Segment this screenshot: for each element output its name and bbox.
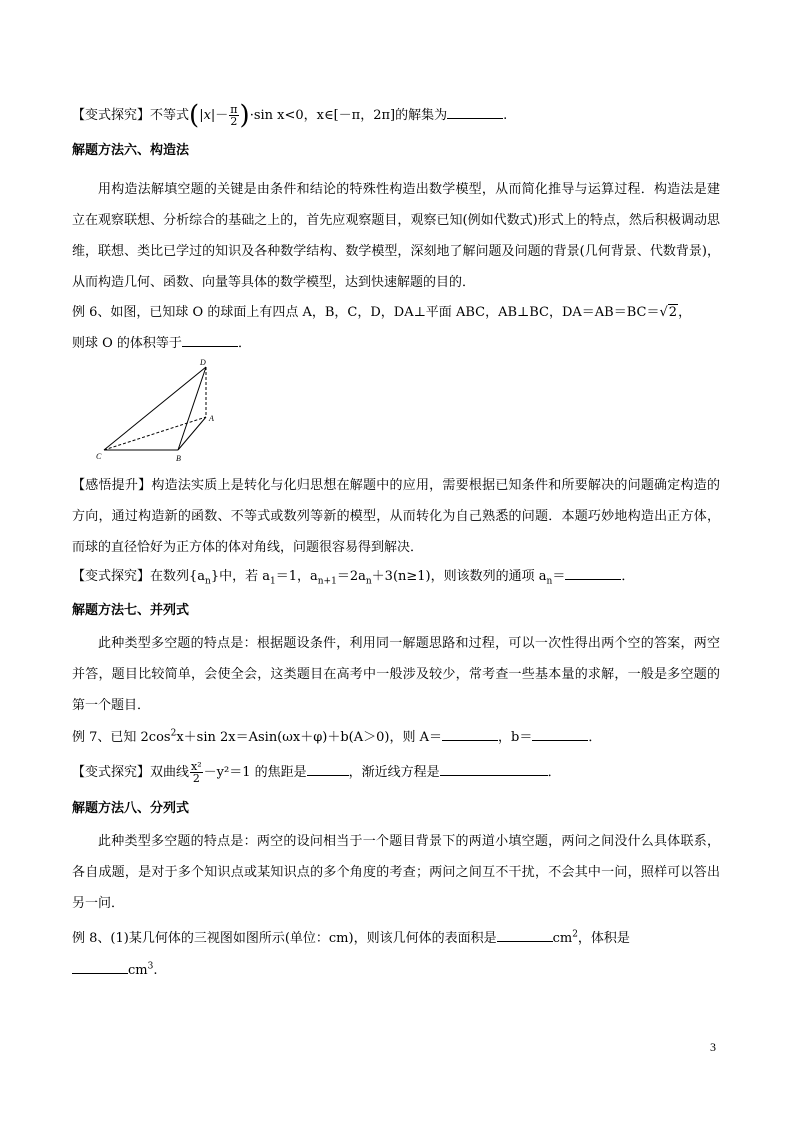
method-6-body: 用构造法解填空题的关键是由条件和结论的特殊性构造出数学模型，从而简化推导与运算过程．构造法是建立在观察联想、分析综合的基础之上的，首先应观察题目，观察已知(例如代数式)形式上的特点，然后积极调动思维，联想、类比已学过的知识及各种数学结构、数学模型，深刻地了解问题及问题的背景(几何背景、代数背景)，从而构造几何、函数、向量等具体的数学模型，达到快速解题的目的． xyxy=(72,182,720,290)
method-6-heading: 解题方法六、构造法 xyxy=(72,143,190,158)
x-squared-over-two: $\frac{\text{x²}}{2}$ xyxy=(191,760,202,785)
method-8-body: 此种类型多空题的特点是：两空的设问相当于一个题目背景下的两道小填空题，两问之间没什么具体联系，各自成题，是对于多个知识点或某知识点的多个角度的考查；两问之间互不干扰，不会其中一问，照样可以答出另一问． xyxy=(72,834,720,911)
insight-label: 【感悟提升】 xyxy=(72,478,152,493)
variant-sequence: 【变式探究】在数列$\{a_n\}$中，若 $a_1=1$，$a_{n+1}=2a_n+3(n\ge 1)$，则该数列的通项 $a_n=$ ． xyxy=(72,569,635,587)
answer-blank[interactable] xyxy=(182,334,238,347)
label-c: C xyxy=(96,452,102,461)
answer-blank[interactable] xyxy=(447,106,503,119)
answer-blank-volume[interactable] xyxy=(72,961,128,974)
insight-paragraph: 【感悟提升】构造法实质上是转化与化归思想在解题中的应用，需要根据已知条件和所要解决的问题确定构造的方向，通过构造新的函数、不等式或数列等新的模型，从而转化为自己熟悉的问题．本题巧妙地构造出正方体，而球的直径恰好为正方体的体对角线，问题很容易得到解决． xyxy=(72,478,720,555)
method-7-heading: 解题方法七、并列式 xyxy=(72,603,190,618)
variant-inequality: 【变式探究】不等式(|x|－ $\frac{\pi}{2}$ )·sin x<0，x∈[－π，2π]的解集为 . xyxy=(72,100,508,131)
example-6-line1: 例 6、如图，已知球 O 的球面上有四点 A，B，C，D，DA⊥平面 ABC，AB⊥BC，DA＝AB＝BC＝√2， xyxy=(72,303,728,323)
variant-label: 【变式探究】 xyxy=(72,108,151,123)
example-8-line1: 例 8、(1)某几何体的三视图如图所示(单位：cm)，则该几何体的表面积是 $cm^2$，体积是 xyxy=(72,929,630,946)
answer-blank-area[interactable] xyxy=(497,929,553,942)
tetrahedron-figure xyxy=(96,355,226,465)
example-7: 例 7、已知 $2\cos^2x+\sin$ 2x＝Asin(ωx＋φ)＋b(A＞0)，则 A＝ ，b＝ ． xyxy=(72,728,602,745)
answer-blank-b[interactable] xyxy=(532,728,588,741)
example-8-line2: $cm^3$. xyxy=(72,961,728,981)
answer-blank-a[interactable] xyxy=(442,728,498,741)
sqrt-two: √2 xyxy=(659,305,678,320)
page-number: 3 xyxy=(710,1040,716,1054)
method-8-heading: 解题方法八、分列式 xyxy=(72,801,190,816)
method-7-body: 此种类型多空题的特点是：根据题设条件，利用同一解题思路和过程，可以一次性得出两个空的答案，两空并答，题目比较简单，会使全会，这类题目在高考中一般涉及较少，常考查一些基本量的求解，一般是多空题的第一个题目． xyxy=(72,636,720,713)
label-b: B xyxy=(176,454,181,463)
pi-over-two: $\frac{\pi}{2}$ xyxy=(230,103,238,128)
answer-blank-asymptote[interactable] xyxy=(440,763,548,776)
answer-blank-focal[interactable] xyxy=(307,763,349,776)
label-d: D xyxy=(200,358,206,367)
variant-hyperbola: 【变式探究】双曲线 $\frac{\text{x²}}{2}$ －y²＝1 的焦距是 ，渐近线方程是 ． xyxy=(72,760,561,785)
answer-blank[interactable] xyxy=(565,567,621,580)
example-6-line2: 则球 O 的体积等于 ． xyxy=(72,336,251,351)
label-a: A xyxy=(209,414,214,423)
